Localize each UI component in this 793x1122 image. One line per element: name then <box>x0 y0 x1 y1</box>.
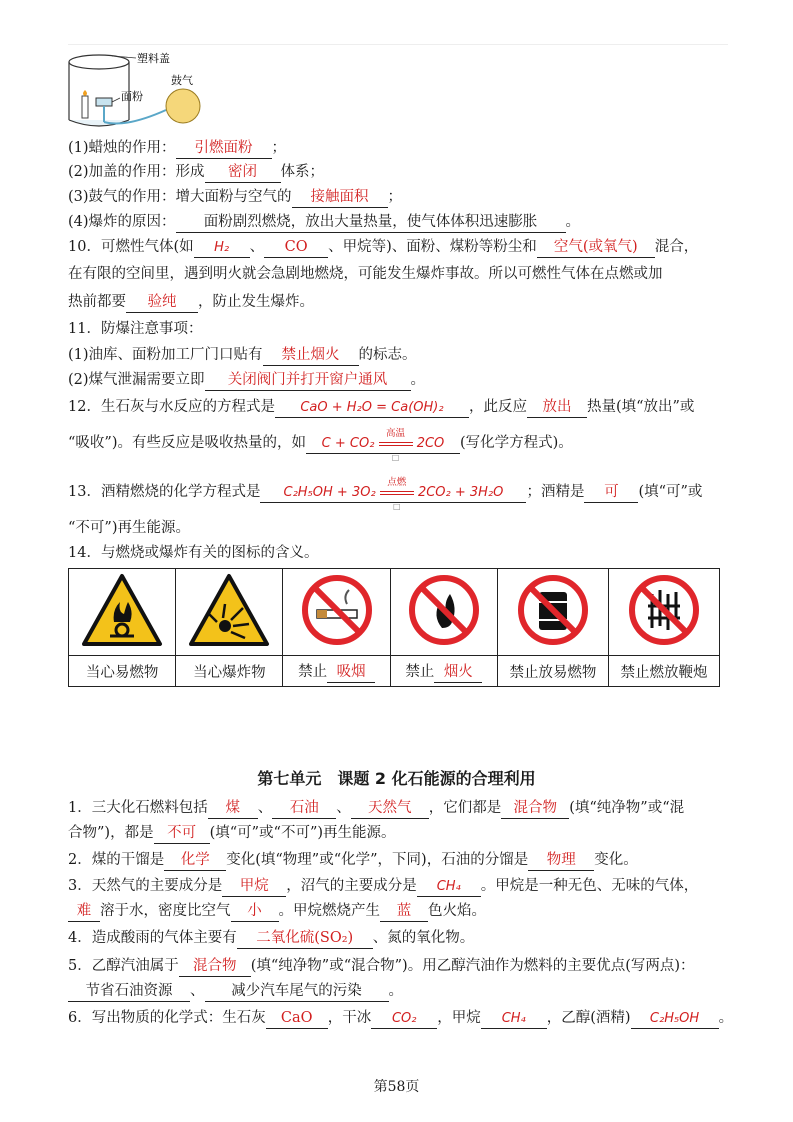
answer-blank: 烟火 <box>434 663 482 683</box>
q9-lid-line: (2)加盖的作用：形成 密闭 体系； <box>68 161 324 183</box>
answer-blank: 密闭 <box>205 163 281 183</box>
answer-blank: 接触面积 <box>292 188 388 208</box>
answer-blank: CaO <box>266 1009 328 1029</box>
q13-line1: 13．酒精燃烧的化学方程式是 C₂H₅OH + 3O₂ 点燃 □ 2CO₂ + 3H₂O ；酒精是 可 (填“可”或 <box>68 476 703 511</box>
s1-line1: 1．三大化石燃料包括 煤 、 石油 、 天然气 ，它们都是 混合物 (填“纯净物”或“混 <box>68 797 684 819</box>
s5-line2: 节省石油资源 、 减少汽车尾气的污染 。 <box>68 980 403 1002</box>
sign-cell <box>497 569 608 656</box>
s5-line1: 5．乙醇汽油属于 混合物 (填“纯净物”或“混合物”)。用乙醇汽油作为燃料的主要优点(写两点)： <box>68 955 695 977</box>
s1-line2: 合物”)，都是 不可 (填“可”或“不可”)再生能源。 <box>68 822 396 844</box>
answer-blank: 甲烷 <box>222 877 286 897</box>
flammable-warning-icon <box>80 572 164 648</box>
answer-blank: 不可 <box>154 824 210 844</box>
answer-blank: 节省石油资源 <box>68 982 190 1002</box>
answer-blank: 吸烟 <box>327 663 375 683</box>
s3-line1: 3．天然气的主要成分是 甲烷 ，沼气的主要成分是 CH₄ 。甲烷是一种无色、无味的气体， <box>68 875 698 897</box>
answer-blank: CH₄ <box>417 877 481 897</box>
sign-label: 禁止 烟火 <box>390 656 497 687</box>
answer-blank: 物理 <box>528 851 594 871</box>
answer-blank: 难 <box>68 902 100 922</box>
q10-line3: 热前都要 验纯 ，防止发生爆炸。 <box>68 291 314 313</box>
no-open-flame-icon <box>402 572 486 648</box>
sign-cell <box>390 569 497 656</box>
q13-line2: “不可”)再生能源。 <box>68 520 190 536</box>
q9-reason-line: (4)爆炸的原因： 面粉剧烈燃烧，放出大量热量，使气体体积迅速膨胀 。 <box>68 211 580 233</box>
answer-blank: 减少汽车尾气的污染 <box>205 982 389 1002</box>
answer-blank: H₂ <box>194 238 250 258</box>
no-flammables-icon <box>511 572 595 648</box>
answer-blank: 化学 <box>164 851 226 871</box>
sign-cell <box>283 569 390 656</box>
dust-explosion-apparatus-figure <box>66 50 306 134</box>
answer-blank: 混合物 <box>501 799 569 819</box>
q9-candle-line: (1)蜡烛的作用： 引燃面粉 ； <box>68 137 286 159</box>
s3-line2: 难 溶于水，密度比空气 小 。甲烷燃烧产生 蓝 色火焰。 <box>68 900 486 922</box>
answer-blank: 禁止烟火 <box>263 346 359 366</box>
no-firecrackers-icon <box>622 572 706 648</box>
answer-blank: 蓝 <box>380 902 428 922</box>
q11-line2: (2)煤气泄漏需要立即 关闭阀门并打开窗户通风 。 <box>68 369 425 391</box>
answer-blank: 天然气 <box>351 799 429 819</box>
answer-blank: CO₂ <box>371 1009 437 1029</box>
q12-line2: “吸收”)。有些反应是吸收热量的，如 C + CO₂ 高温 □ 2CO (写化学方程式)。 <box>68 427 573 462</box>
sign-cell <box>176 569 283 656</box>
answer-blank: 混合物 <box>179 957 251 977</box>
answer-blank: 石油 <box>272 799 336 819</box>
top-rule <box>68 44 728 45</box>
answer-blank: 小 <box>231 902 279 922</box>
s6-line: 6．写出物质的化学式：生石灰 CaO ，干冰 CO₂ ，甲烷 CH₄ ，乙醇(酒精) C₂H₅OH 。 <box>68 1007 733 1029</box>
sign-label: 禁止 吸烟 <box>283 656 390 687</box>
answer-blank: 可 <box>584 483 638 503</box>
s2-line: 2．煤的干馏是 化学 变化(填“物理”或“化学”，下同)，石油的分馏是 物理 变化。 <box>68 849 638 871</box>
q10-line2: 在有限的空间里，遇到明火就会急剧地燃烧，可能发生爆炸事故。所以可燃性气体在点燃或加 <box>68 266 663 282</box>
answer-blank: 关闭阀门并打开窗户通风 <box>205 371 411 391</box>
sign-label: 禁止放易燃物 <box>497 656 608 687</box>
answer-blank: C₂H₅OH <box>631 1009 719 1029</box>
q14-title: 14．与燃烧或爆炸有关的图标的含义。 <box>68 545 319 561</box>
answer-blank: 验纯 <box>126 293 198 313</box>
safety-signs-table <box>68 568 720 687</box>
sign-label: 当心易燃物 <box>69 656 176 687</box>
equation-blank: C + CO₂ 高温 □ 2CO <box>306 434 460 454</box>
blow-label: 鼓气 <box>171 74 193 87</box>
answer-blank: 放出 <box>527 398 587 418</box>
q12-line1: 12．生石灰与水反应的方程式是 CaO + H₂O = Ca(OH)₂ ，此反应 放出 热量(填“放出”或 <box>68 396 694 418</box>
q11-line1: (1)油库、面粉加工厂门口贴有 禁止烟火 的标志。 <box>68 344 417 366</box>
equation-blank: C₂H₅OH + 3O₂ 点燃 □ 2CO₂ + 3H₂O <box>260 483 526 503</box>
s4-line: 4．造成酸雨的气体主要有 二氧化硫(SO₂) 、氮的氧化物。 <box>68 927 474 949</box>
answer-blank: 面粉剧烈燃烧，放出大量热量，使气体体积迅速膨胀 <box>176 213 566 233</box>
answer-blank: 二氧化硫(SO₂) <box>237 929 373 949</box>
q10-line1: 10．可燃性气体(如 H₂ 、 CO 、甲烷等)、面粉、煤粉等粉尘和 空气(或氧气) 混合， <box>68 236 698 258</box>
sign-cell <box>608 569 719 656</box>
page-number: 第58页 <box>373 1079 420 1095</box>
sign-label: 禁止燃放鞭炮 <box>608 656 719 687</box>
answer-blank: 空气(或氧气) <box>537 238 655 258</box>
q9-blow-line: (3)鼓气的作用：增大面粉与空气的 接触面积 ； <box>68 186 402 208</box>
answer-blank: 引燃面粉 <box>176 139 272 159</box>
answer-blank: 煤 <box>208 799 258 819</box>
explosive-warning-icon <box>187 572 271 648</box>
q11-title: 11．防爆注意事项： <box>68 321 203 337</box>
answer-blank: CO <box>264 238 328 258</box>
powder-label: 面粉 <box>121 90 143 103</box>
sign-cell <box>69 569 176 656</box>
equation-blank: CaO + H₂O = Ca(OH)₂ <box>275 398 469 418</box>
lid-label: 塑料盖 <box>137 52 170 65</box>
section-heading: 第七单元 课题 2 化石能源的合理利用 <box>257 769 536 788</box>
no-smoking-icon <box>295 572 379 648</box>
answer-blank: CH₄ <box>481 1009 547 1029</box>
sign-label: 当心爆炸物 <box>176 656 283 687</box>
